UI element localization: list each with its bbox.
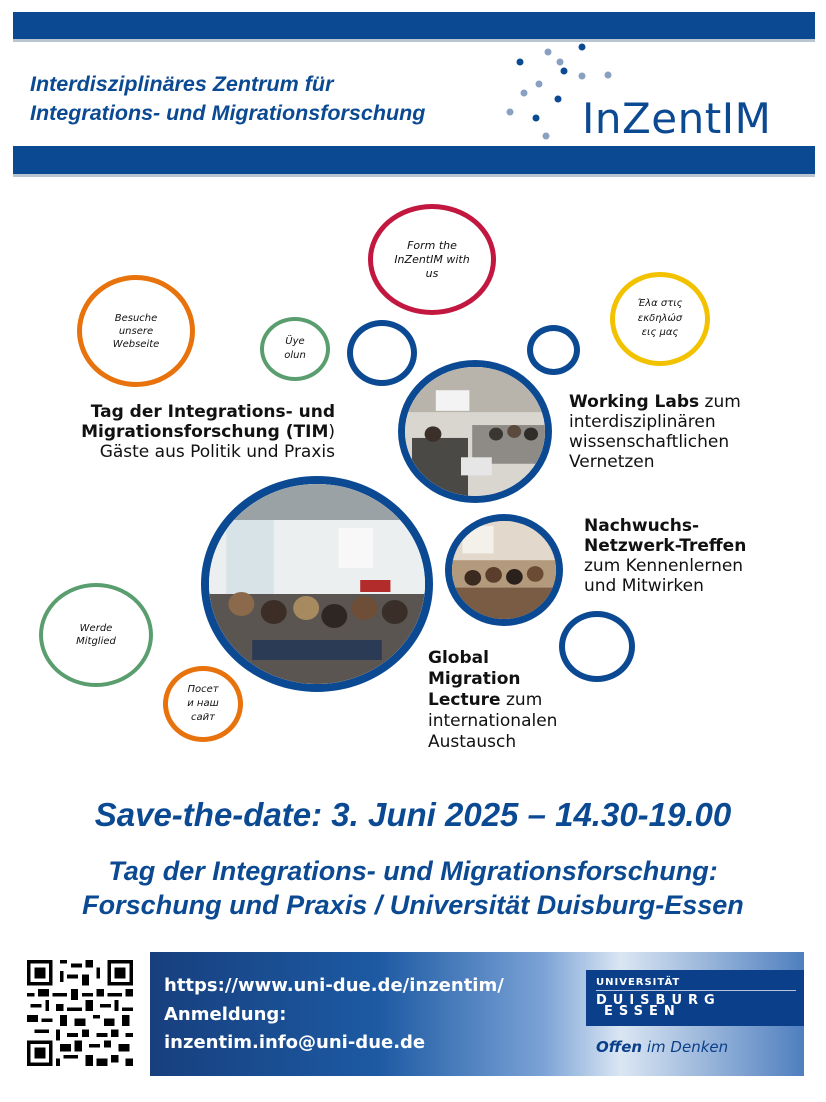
circle-form-inzentim — [368, 204, 496, 315]
center-title-line1: Interdisziplinäres Zentrum für — [30, 72, 334, 96]
item-network-title2: Netzwerk-Treffen — [584, 536, 747, 556]
photo-network-meeting — [445, 514, 563, 626]
event-subtitle-line1: Tag der Integrations- und Migrationsforschung: — [108, 856, 718, 886]
item-tim — [0, 402, 335, 462]
footer-banner — [150, 952, 804, 1076]
circle-visit-de-text: Besuche unsere Webseite — [112, 312, 160, 350]
item-gml-desc3: Austausch — [428, 732, 517, 752]
circle-member-de — [39, 583, 153, 687]
ude-slogan-rest: im Denken — [642, 1038, 729, 1056]
save-the-date: Save-the-date: 3. Juni 2025 – 14.30-19.00 — [94, 796, 732, 833]
ude-logo-duisburg: DUISBURG — [596, 993, 721, 1008]
circle-join-tr — [260, 317, 330, 381]
item-gml-desc1: zum — [500, 690, 543, 710]
item-labs-desc3: wissenschaftlichen — [569, 432, 730, 452]
header-bottom-bar — [13, 146, 815, 177]
item-labs-desc4: Vernetzen — [569, 452, 655, 472]
item-network — [584, 516, 746, 596]
circle-member-de-text: Werde Mitglied — [76, 623, 116, 647]
item-labs-title: Working Labs — [569, 392, 700, 412]
item-gml-title1: Global — [428, 648, 489, 668]
decor-ring-2 — [527, 325, 580, 375]
qr-code[interactable] — [25, 960, 135, 1066]
email-link[interactable]: inzentim.info@uni-due.de — [164, 1032, 426, 1053]
website-link[interactable]: https://www.uni-due.de/inzentim/ — [164, 975, 504, 996]
item-gml-title3: Lecture — [428, 690, 501, 710]
circle-visit-de — [77, 275, 195, 387]
item-gml-title2: Migration — [428, 669, 521, 689]
circle-greek — [610, 272, 710, 366]
item-network-desc1: zum Kennenlernen — [584, 556, 744, 576]
center-title-line2: Integrations- und Migrationsforschung — [30, 101, 426, 125]
decor-ring-1 — [347, 320, 417, 386]
photo-working-labs — [398, 360, 552, 503]
item-labs-desc2: interdisziplinären — [569, 412, 716, 432]
circle-form-text: Form the InZentIM with us — [394, 238, 470, 280]
ude-slogan-bold: Offen — [596, 1038, 643, 1056]
circle-join-tr-text: Üye olun — [284, 336, 306, 361]
footer-contact — [164, 972, 504, 1058]
ude-logo-divider — [596, 990, 796, 991]
center-title — [30, 70, 425, 128]
ude-slogan — [596, 1038, 728, 1056]
ude-logo — [586, 970, 804, 1026]
event-subtitle-line2: Forschung und Praxis / Universität Duisburg-Essen — [82, 890, 744, 920]
item-working-labs — [569, 392, 741, 472]
photo-global-lecture — [201, 476, 433, 692]
circle-visit-ru — [163, 666, 243, 742]
item-tim-desc: Gäste aus Politik und Praxis — [99, 442, 335, 462]
inzentim-logo-text: InZentIM — [582, 94, 772, 143]
item-tim-paren: ) — [328, 422, 335, 442]
registration-label: Anmeldung: — [164, 1003, 287, 1025]
circle-visit-ru-text: Посети наш сайт — [187, 684, 219, 723]
ude-logo-essen: ESSEN — [604, 1004, 681, 1019]
ude-logo-university: UNIVERSITÄT — [596, 977, 681, 988]
circle-greek-text: Έλα στις εκδηλώσεις μας — [637, 298, 683, 339]
item-tim-title: Tag der Integrations- und Migrationsforschung (TIM — [81, 402, 335, 442]
decor-ring-3 — [559, 611, 635, 682]
item-labs-desc1: zum — [699, 392, 741, 412]
item-network-title1: Nachwuchs- — [584, 516, 700, 536]
item-global-lecture — [428, 648, 557, 753]
event-subtitle — [0, 854, 826, 922]
header-top-bar — [13, 12, 815, 42]
item-network-desc2: und Mitwirken — [584, 576, 704, 596]
item-gml-desc2: internationalen — [428, 711, 558, 731]
